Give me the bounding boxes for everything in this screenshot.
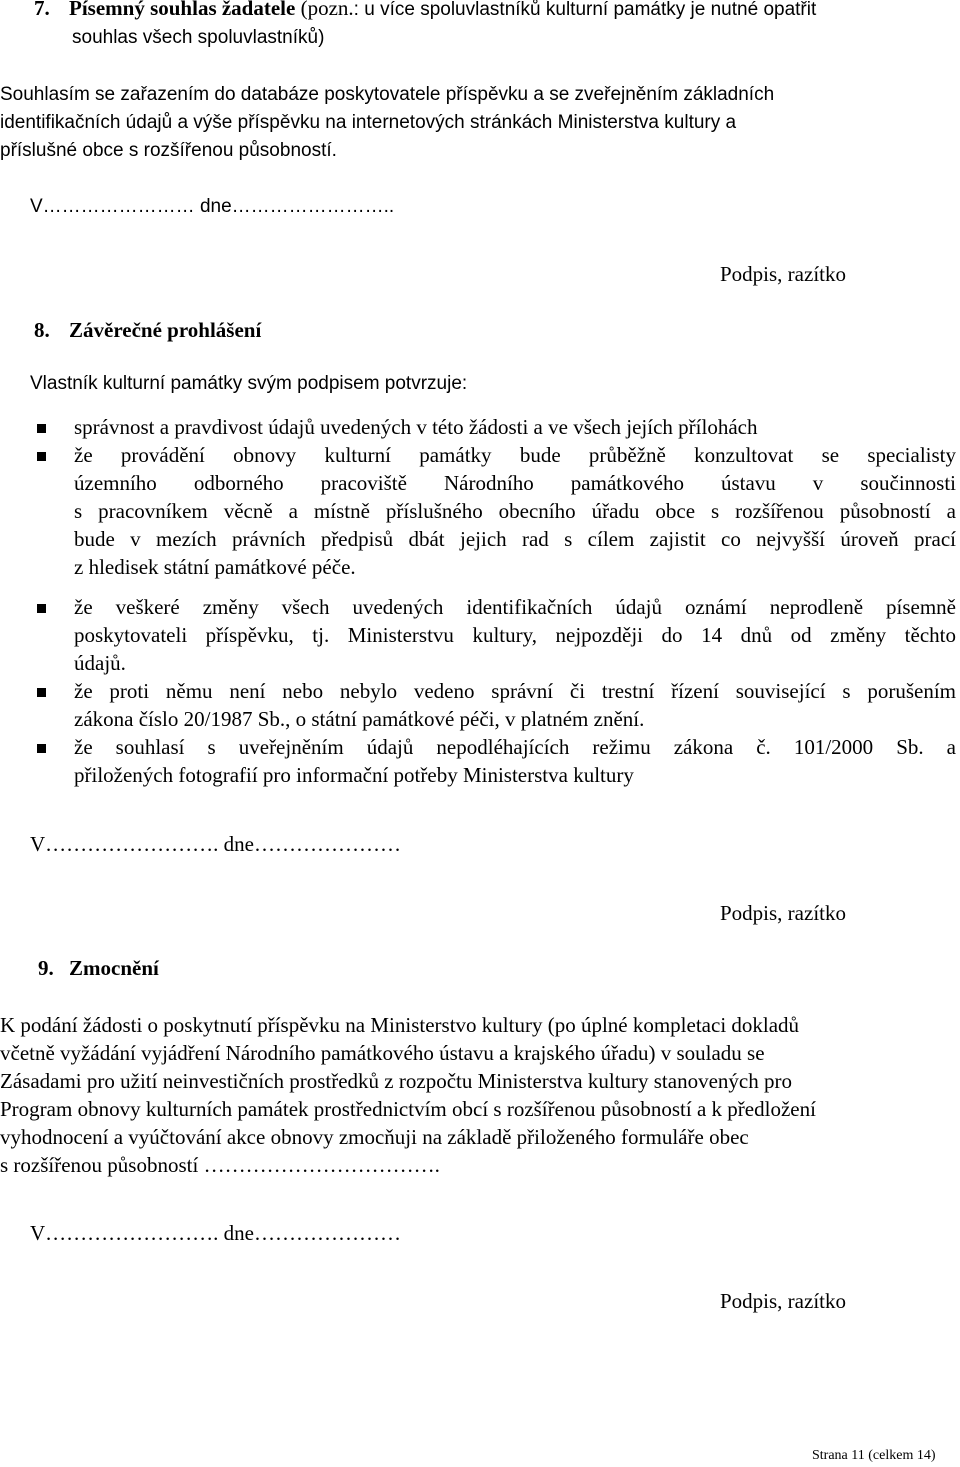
bullet-marker [37, 452, 46, 461]
authorization-line: vyhodnocení a vyúčtování akce obnovy zmocňuji na základě přiloženého formuláře obec [0, 1125, 749, 1149]
bullet-text: územního odborného pracoviště Národního památkového ústavu v součinnosti [74, 471, 956, 495]
section-7-note: : u více spoluvlastníků kulturní památky je nutné opatřit [353, 0, 817, 20]
section-9-title: Zmocnění [69, 956, 159, 980]
bullet-text: že proti němu není nebo nebylo vedeno správní či trestní řízení související s porušením [74, 679, 956, 703]
section-8-intro: Vlastník kulturní památky svým podpisem potvrzuje: [30, 373, 468, 394]
bullet-text: že souhlasí s uveřejněním údajů nepodléhajících režimu zákona č. 101/2000 Sb. a [74, 735, 956, 759]
bullet-marker [37, 688, 46, 697]
section-7-number: 7. [34, 0, 50, 20]
consent-line: identifikačních údajů a výše příspěvku na internetových stránkách Ministerstva kultury a [0, 112, 737, 133]
page-number: Strana 11 (celkem 14) [812, 1448, 936, 1463]
place-date-7: V…………………… dne…………………….. [30, 196, 395, 217]
section-7-note-open: (pozn. [300, 0, 354, 20]
authorization-line: včetně vyžádání vyjádření Národního památkového ústavu a krajského úřadu) v souladu se [0, 1041, 765, 1065]
authorization-line: K podání žádosti o poskytnutí příspěvku na Ministerstvo kultury (po úplné kompletaci dokladů [0, 1013, 800, 1037]
bullet-text: že provádění obnovy kulturní památky bude průběžně konzultovat se specialisty [74, 443, 956, 467]
bullet-text: zákona číslo 20/1987 Sb., o státní památkové péči, v platném znění. [74, 707, 645, 731]
signature-label-8: Podpis, razítko [720, 901, 846, 925]
authorization-line: Zásadami pro užití neinvestičních prostředků z rozpočtu Ministerstva kultury stanovených pro [0, 1069, 792, 1093]
authorization-line: Program obnovy kulturních památek prostřednictvím obcí s rozšířenou působností a k předložení [0, 1097, 816, 1121]
bullet-marker [37, 744, 46, 753]
bullet-text: správnost a pravdivost údajů uvedených v této žádosti a ve všech jejích přílohách [74, 415, 758, 439]
bullet-marker [37, 604, 46, 613]
section-8-number: 8. [34, 318, 50, 342]
section-7-heading [34, 0, 816, 21]
bullet-text: přiložených fotografií pro informační potřeby Ministerstva kultury [74, 763, 634, 787]
bullet-marker [37, 424, 46, 433]
signature-label-9: Podpis, razítko [720, 1289, 846, 1313]
bullet-text: údajů. [74, 651, 126, 675]
section-8-title: Závěrečné prohlášení [69, 318, 262, 342]
bullet-text: že veškeré změny všech uvedených identifikačních údajů oznámí neprodleně písemně [74, 595, 956, 619]
bullet-text: bude v mezích právních předpisů dbát jejich rad s cílem zajistit co nejvyšší úroveň prací [74, 527, 956, 551]
section-8-heading [34, 318, 261, 343]
place-date-9: V……………………. dne………………… [30, 1221, 401, 1245]
place-date-8: V……………………. dne………………… [30, 832, 401, 856]
signature-label-7: Podpis, razítko [720, 262, 846, 286]
section-7-title: Písemný souhlas žadatele [69, 0, 296, 20]
section-9-number: 9. [38, 956, 54, 980]
bullet-text: s pracovníkem věcně a místně příslušného obecního úřadu obce s rozšířenou působností a [74, 499, 956, 523]
section-7-note-cont: souhlas všech spoluvlastníků) [72, 27, 325, 48]
authorization-line: s rozšířenou působností ……………………………. [0, 1153, 440, 1177]
consent-line: Souhlasím se zařazením do databáze poskytovatele příspěvku a se zveřejněním základních [0, 84, 775, 105]
consent-line: příslušné obce s rozšířenou působností. [0, 140, 337, 161]
section-9-heading [38, 956, 159, 981]
bullet-text: poskytovateli příspěvku, tj. Ministerstvu kultury, nejpozději do 14 dnů od změny těchto [74, 623, 956, 647]
bullet-text: z hledisek státní památkové péče. [74, 555, 356, 579]
